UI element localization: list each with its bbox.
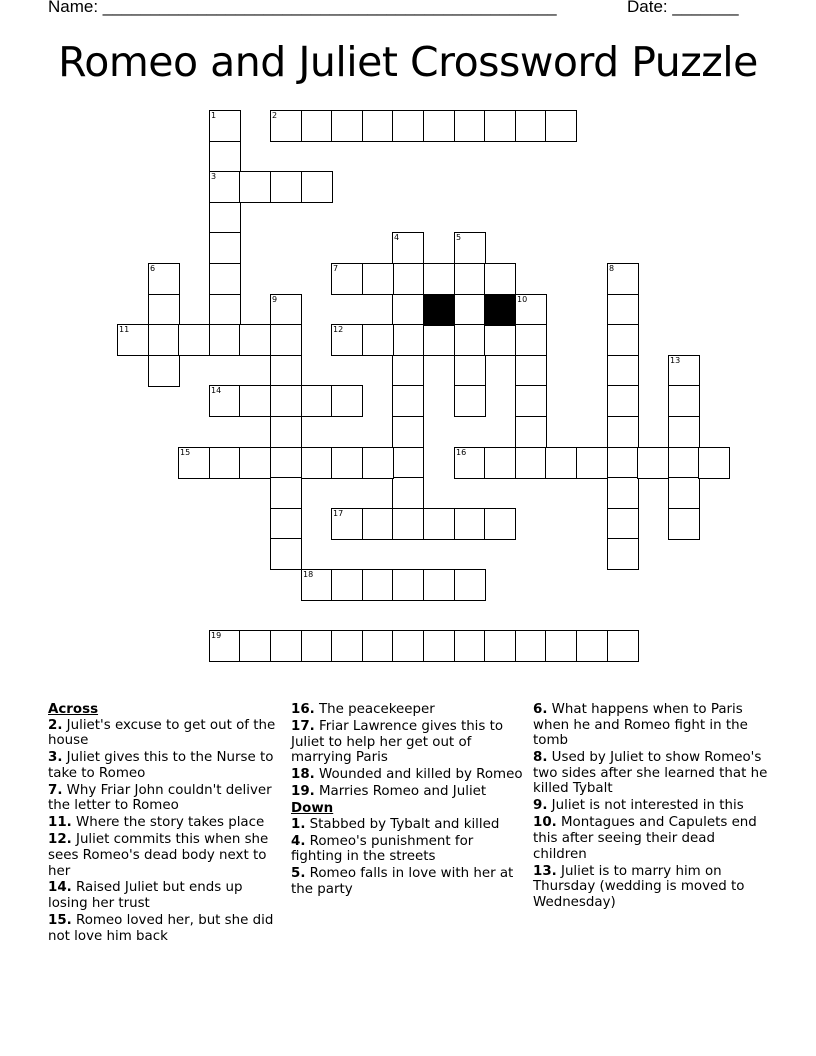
grid-cell[interactable] — [607, 324, 639, 356]
across-clue — [48, 718, 280, 749]
clue-text: Juliet is to marry him on Thursday (wedding is moved to Wednesday) — [533, 863, 745, 910]
grid-cell[interactable] — [362, 569, 394, 601]
grid-cell[interactable] — [454, 508, 486, 540]
clues-column-1 — [48, 702, 280, 946]
grid-cell[interactable] — [301, 569, 333, 601]
grid-cell[interactable] — [392, 569, 424, 601]
grid-cell[interactable] — [209, 263, 241, 295]
grid-cell[interactable] — [392, 355, 424, 387]
clue-label: 11. — [48, 815, 72, 831]
clue-number: 5 — [456, 233, 462, 242]
grid-cell[interactable] — [392, 508, 424, 540]
grid-cell[interactable] — [270, 324, 302, 356]
grid-cell[interactable] — [209, 232, 241, 264]
grid-cell[interactable] — [148, 324, 180, 356]
across-clue — [291, 767, 525, 783]
down-clue — [533, 750, 769, 797]
clue-text: Used by Juliet to show Romeo's two sides after she learned that he killed Tybalt — [533, 750, 768, 797]
clue-label: 4. — [291, 833, 306, 849]
clue-text: Romeo loved her, but she did not love him back — [48, 913, 274, 944]
clue-number: 2 — [272, 111, 278, 120]
grid-cell[interactable] — [362, 263, 394, 295]
grid-cell[interactable] — [515, 110, 547, 142]
clue-number: 9 — [272, 295, 278, 304]
grid-cell[interactable] — [484, 508, 516, 540]
grid-cell[interactable] — [209, 324, 241, 356]
grid-cell[interactable] — [239, 447, 271, 479]
across-clue — [48, 832, 280, 879]
grid-cell[interactable] — [392, 477, 424, 509]
grid-cell[interactable] — [607, 385, 639, 417]
grid-cell[interactable] — [423, 263, 455, 295]
down-heading: Down — [291, 801, 334, 817]
clues-column-3 — [533, 702, 769, 912]
grid-cell[interactable] — [607, 508, 639, 540]
clue-text: Wounded and killed by Romeo — [314, 767, 523, 783]
clue-text: Stabbed by Tybalt and killed — [305, 816, 500, 832]
grid-cell[interactable] — [392, 294, 424, 326]
grid-cell[interactable] — [331, 508, 363, 540]
grid-cell[interactable] — [301, 171, 333, 203]
down-clue — [533, 702, 769, 749]
grid-cell[interactable] — [515, 324, 547, 356]
clue-label: 16. — [291, 702, 315, 717]
grid-cell[interactable] — [515, 294, 547, 326]
clue-label: 1. — [291, 816, 306, 832]
grid-cell[interactable] — [607, 630, 639, 662]
clue-label: 7. — [48, 782, 63, 798]
grid-cell[interactable] — [454, 232, 486, 264]
grid-cell[interactable] — [607, 355, 639, 387]
clue-text: What happens when to Paris when he and Romeo fight in the tomb — [533, 702, 748, 749]
grid-cell[interactable] — [301, 630, 333, 662]
clue-label: 13. — [533, 863, 557, 879]
down-clue — [291, 866, 525, 897]
grid-cell[interactable] — [209, 385, 241, 417]
grid-cell[interactable] — [270, 355, 302, 387]
page-title: Romeo and Juliet Crossword Puzzle — [58, 38, 758, 86]
grid-cell[interactable] — [484, 110, 516, 142]
grid-cell[interactable] — [270, 171, 302, 203]
grid-cell[interactable] — [423, 508, 455, 540]
grid-cell[interactable] — [239, 385, 271, 417]
grid-cell[interactable] — [607, 263, 639, 295]
across-clue — [291, 702, 525, 718]
grid-cell[interactable] — [270, 630, 302, 662]
clue-label: 14. — [48, 880, 72, 896]
across-clue — [291, 719, 525, 766]
grid-cell[interactable] — [270, 385, 302, 417]
clue-number: 10 — [517, 295, 528, 304]
grid-cell[interactable] — [362, 630, 394, 662]
grid-cell[interactable] — [698, 447, 730, 479]
grid-cell[interactable] — [331, 385, 363, 417]
grid-cell[interactable] — [515, 416, 547, 448]
grid-cell[interactable] — [668, 508, 700, 540]
clue-label: 2. — [48, 717, 63, 733]
across-clue — [291, 784, 525, 800]
across-clue — [48, 880, 280, 911]
grid-cell[interactable] — [301, 385, 333, 417]
clue-label: 9. — [533, 798, 548, 814]
grid-cell[interactable] — [576, 447, 608, 479]
grid-cell[interactable] — [209, 294, 241, 326]
grid-cell[interactable] — [209, 110, 241, 142]
name-field-label: Name: ________________________________________________ — [48, 0, 557, 16]
grid-cell[interactable] — [362, 324, 394, 356]
grid-cell[interactable] — [668, 477, 700, 509]
grid-cell[interactable] — [607, 477, 639, 509]
grid-cell[interactable] — [270, 477, 302, 509]
clue-text: Juliet is not interested in this — [547, 798, 744, 814]
grid-cell[interactable] — [209, 447, 241, 479]
clue-number: 19 — [211, 631, 222, 640]
clue-label: 6. — [533, 702, 548, 717]
down-clue — [533, 864, 769, 911]
grid-cell[interactable] — [454, 324, 486, 356]
grid-cell[interactable] — [270, 110, 302, 142]
grid-cell[interactable] — [545, 110, 577, 142]
grid-cell[interactable] — [607, 416, 639, 448]
clues-column-2 — [291, 702, 525, 899]
clue-label: 10. — [533, 815, 557, 831]
grid-cell[interactable] — [178, 447, 210, 479]
clue-text: Juliet gives this to the Nurse to take to Romeo — [48, 750, 274, 781]
clue-label: 3. — [48, 750, 63, 766]
grid-cell[interactable] — [148, 294, 180, 326]
grid-cell[interactable] — [209, 141, 241, 173]
grid-cell[interactable] — [668, 355, 700, 387]
grid-cell[interactable] — [637, 447, 669, 479]
grid-cell[interactable] — [607, 294, 639, 326]
clue-text: Juliet commits this when she sees Romeo's dead body next to her — [48, 832, 269, 879]
grid-cell[interactable] — [392, 385, 424, 417]
grid-cell[interactable] — [270, 447, 302, 479]
grid-cell[interactable] — [515, 355, 547, 387]
grid-cell[interactable] — [362, 110, 394, 142]
grid-cell[interactable] — [454, 110, 486, 142]
across-clue — [48, 783, 280, 814]
grid-cell[interactable] — [209, 630, 241, 662]
grid-cell[interactable] — [484, 263, 516, 295]
clue-text: Marries Romeo and Juliet — [314, 784, 487, 800]
grid-cell[interactable] — [423, 110, 455, 142]
grid-cell[interactable] — [331, 447, 363, 479]
clue-number: 8 — [609, 264, 615, 273]
grid-cell[interactable] — [668, 416, 700, 448]
grid-cell[interactable] — [270, 294, 302, 326]
clue-number: 1 — [211, 111, 217, 120]
clue-label: 5. — [291, 866, 306, 882]
grid-cell[interactable] — [668, 447, 700, 479]
clue-text: Why Friar John couldn't deliver the letter to Romeo — [48, 782, 272, 814]
grid-cell[interactable] — [270, 416, 302, 448]
grid-cell[interactable] — [484, 324, 516, 356]
grid-cell[interactable] — [392, 324, 424, 356]
grid-cell[interactable] — [454, 355, 486, 387]
clue-label: 19. — [291, 784, 315, 800]
grid-cell[interactable] — [209, 171, 241, 203]
grid-cell[interactable] — [331, 324, 363, 356]
across-clue — [48, 750, 280, 781]
grid-cell[interactable] — [239, 171, 271, 203]
grid-cell[interactable] — [454, 294, 486, 326]
down-clue — [533, 815, 769, 862]
clue-text: Where the story takes place — [71, 815, 265, 831]
grid-cell[interactable] — [392, 110, 424, 142]
grid-cell[interactable] — [515, 447, 547, 479]
clue-number: 7 — [333, 264, 339, 273]
clue-number: 13 — [670, 356, 681, 365]
grid-cell[interactable] — [270, 538, 302, 570]
clue-number: 3 — [211, 172, 217, 181]
clue-number: 12 — [333, 325, 344, 334]
clue-text: Romeo's punishment for fighting in the streets — [291, 833, 474, 865]
clue-text: Montagues and Capulets end this after seeing their dead children — [533, 815, 757, 862]
clue-number: 11 — [119, 325, 130, 334]
grid-cell[interactable] — [148, 263, 180, 295]
grid-cell[interactable] — [331, 630, 363, 662]
date-field-label: Date: _______ — [627, 0, 739, 16]
grid-cell[interactable] — [392, 630, 424, 662]
clue-number: 18 — [303, 570, 314, 579]
clue-label: 18. — [291, 767, 315, 783]
down-clue — [291, 834, 525, 865]
grid-cell[interactable] — [301, 110, 333, 142]
grid-cell[interactable] — [362, 447, 394, 479]
grid-cell[interactable] — [392, 263, 424, 295]
grid-cell[interactable] — [484, 447, 516, 479]
grid-cell[interactable] — [331, 263, 363, 295]
grid-cell[interactable] — [423, 630, 455, 662]
clue-label: 17. — [291, 718, 315, 734]
grid-cell[interactable] — [423, 569, 455, 601]
grid-cell[interactable] — [392, 447, 424, 479]
clue-text: Friar Lawrence gives this to Juliet to help her get out of marrying Paris — [291, 718, 504, 766]
grid-cell[interactable] — [515, 385, 547, 417]
clue-number: 16 — [456, 448, 467, 457]
grid-cell[interactable] — [209, 202, 241, 234]
grid-cell[interactable] — [454, 263, 486, 295]
clue-label: 8. — [533, 750, 548, 766]
clue-label: 15. — [48, 913, 72, 929]
grid-cell[interactable] — [270, 508, 302, 540]
down-clue — [533, 798, 769, 814]
grid-cell[interactable] — [515, 630, 547, 662]
grid-cell[interactable] — [668, 385, 700, 417]
grid-cell[interactable] — [362, 508, 394, 540]
clue-text: Romeo falls in love with her at the party — [291, 866, 514, 897]
across-clue — [48, 815, 280, 831]
clue-number: 14 — [211, 386, 222, 395]
grid-cell[interactable] — [607, 447, 639, 479]
grid-cell[interactable] — [301, 447, 333, 479]
grid-cell[interactable] — [423, 324, 455, 356]
black-grid-cell — [423, 294, 455, 326]
black-grid-cell — [484, 294, 516, 326]
grid-cell[interactable] — [178, 324, 210, 356]
grid-cell[interactable] — [331, 110, 363, 142]
clue-text: The peacekeeper — [314, 702, 435, 717]
clue-number: 6 — [150, 264, 156, 273]
clue-number: 15 — [180, 448, 191, 457]
grid-cell[interactable] — [454, 630, 486, 662]
grid-cell[interactable] — [239, 324, 271, 356]
down-clue — [291, 817, 525, 833]
clue-number: 4 — [394, 233, 400, 242]
grid-cell[interactable] — [117, 324, 149, 356]
grid-cell[interactable] — [392, 416, 424, 448]
grid-cell[interactable] — [545, 630, 577, 662]
grid-cell[interactable] — [331, 569, 363, 601]
grid-cell[interactable] — [454, 569, 486, 601]
grid-cell[interactable] — [607, 538, 639, 570]
grid-cell[interactable] — [484, 630, 516, 662]
grid-cell[interactable] — [392, 232, 424, 264]
grid-cell[interactable] — [545, 447, 577, 479]
clue-text: Raised Juliet but ends up losing her trust — [48, 880, 243, 912]
grid-cell[interactable] — [148, 355, 180, 387]
grid-cell[interactable] — [454, 385, 486, 417]
grid-cell[interactable] — [239, 630, 271, 662]
grid-cell[interactable] — [576, 630, 608, 662]
clue-text: Juliet's excuse to get out of the house — [48, 717, 276, 749]
clue-label: 12. — [48, 832, 72, 848]
across-heading: Across — [48, 702, 99, 717]
across-clue — [48, 913, 280, 944]
grid-cell[interactable] — [454, 447, 486, 479]
clue-number: 17 — [333, 509, 344, 518]
